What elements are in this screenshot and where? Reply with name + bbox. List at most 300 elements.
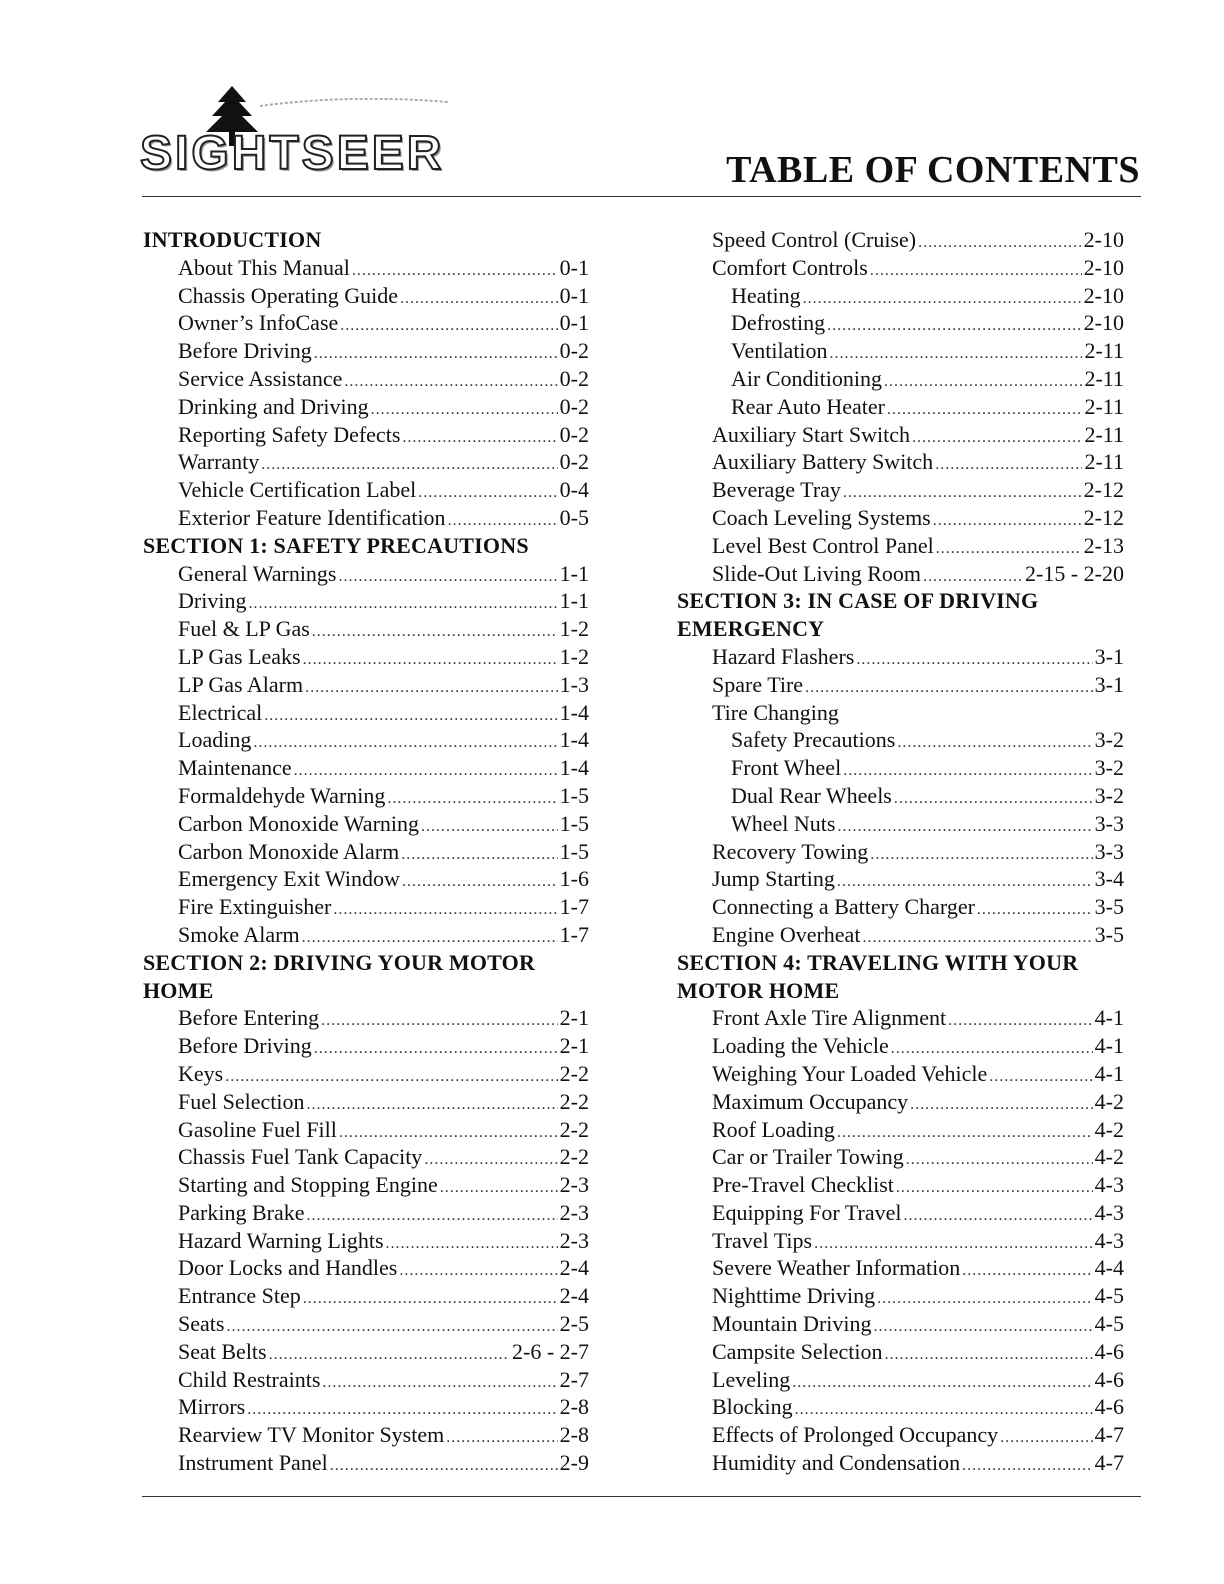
toc-page-number: 2-10: [1083, 310, 1124, 336]
toc-page-number: 1-5: [559, 838, 589, 864]
dot-leader: [1000, 1424, 1093, 1452]
dot-leader: [837, 868, 1093, 896]
toc-entry-label: Gasoline Fuel Fill: [178, 1116, 337, 1142]
toc-page-number: 1-7: [559, 921, 589, 947]
dot-leader: [897, 729, 1092, 757]
dot-leader: [226, 1313, 557, 1341]
toc-entry-label: Level Best Control Panel: [712, 532, 934, 558]
toc-entry-label: Smoke Alarm: [178, 921, 300, 947]
toc-entry-label: Carbon Monoxide Alarm: [178, 838, 400, 864]
toc-page-number: 2-12: [1083, 504, 1124, 530]
toc-entry-label: Formaldehyde Warning: [178, 782, 386, 808]
toc-entry: [677, 254, 1124, 282]
dot-leader: [333, 896, 557, 924]
toc-page-number: 1-5: [559, 782, 589, 808]
dot-leader: [862, 924, 1092, 952]
toc-entry-label: Hazard Flashers: [712, 643, 855, 669]
toc-entry-label: Speed Control (Cruise): [712, 227, 917, 252]
dot-leader: [305, 674, 558, 702]
toc-entry-label: Front Wheel: [731, 755, 842, 781]
dot-leader: [935, 451, 1082, 479]
toc-section-heading: INTRODUCTION: [143, 227, 322, 252]
dot-leader: [344, 368, 557, 396]
toc-page-number: 2-3: [559, 1172, 589, 1198]
toc-entry-label: Drinking and Driving: [178, 393, 369, 419]
toc-page-number: 3-4: [1094, 866, 1124, 892]
toc-entry-label: Tire Changing: [712, 699, 839, 725]
toc-entry-label: Weighing Your Loaded Vehicle: [712, 1060, 988, 1086]
dot-leader: [977, 896, 1093, 924]
toc-entry: [677, 921, 1124, 949]
toc-page-number: 0-1: [559, 310, 589, 336]
toc-page-number: 0-2: [559, 365, 589, 391]
toc-entry: [677, 1088, 1124, 1116]
toc-entry-label: Auxiliary Start Switch: [712, 421, 910, 447]
toc-entry: [677, 1227, 1124, 1255]
toc-page-number: 1-2: [559, 643, 589, 669]
dot-leader: [386, 1230, 558, 1258]
toc-entry-label: Nighttime Driving: [712, 1283, 876, 1309]
dot-leader: [352, 257, 558, 285]
toc-section-heading: SECTION 3: IN CASE OF DRIVING: [677, 588, 1039, 614]
page-title: TABLE OF CONTENTS: [726, 149, 1140, 191]
toc-entry-label: Parking Brake: [178, 1199, 305, 1225]
toc-entry: [143, 893, 589, 921]
toc-entry-label: Recovery Towing: [712, 838, 869, 864]
toc-page-number: 2-4: [559, 1283, 589, 1309]
dot-leader: [306, 1202, 557, 1230]
toc-entry-label: Reporting Safety Defects: [178, 421, 401, 447]
toc-entry-label: Wheel Nuts: [731, 810, 836, 836]
toc-page-number: 2-2: [559, 1088, 589, 1114]
toc-right-column: [677, 226, 1124, 1477]
toc-entry-label: Driving: [178, 588, 247, 614]
toc-entry: [677, 1366, 1124, 1394]
toc-entry-label: Child Restraints: [178, 1366, 321, 1392]
toc-entry: [677, 448, 1124, 476]
toc-entry: [143, 1338, 589, 1366]
dot-leader: [314, 340, 558, 368]
toc-section-heading: HOME: [143, 977, 214, 1003]
dot-leader: [792, 1369, 1092, 1397]
toc-page-number: 2-2: [559, 1144, 589, 1170]
toc-entry-label: Seats: [178, 1311, 225, 1337]
toc-entry: [143, 393, 589, 421]
dot-leader: [401, 841, 557, 869]
toc-page-number: 2-9: [559, 1450, 589, 1476]
dot-leader: [884, 368, 1083, 396]
toc-entry-label: Entrance Step: [178, 1283, 301, 1309]
toc-page-number: 4-3: [1094, 1227, 1124, 1253]
toc-entry: [143, 865, 589, 893]
toc-entry: [143, 1004, 589, 1032]
toc-entry-label: Vehicle Certification Label: [178, 477, 417, 503]
toc-entry-label: Beverage Tray: [712, 477, 841, 503]
toc-entry-label: Carbon Monoxide Warning: [178, 810, 420, 836]
dot-leader: [339, 1119, 558, 1147]
toc-entry: [677, 1254, 1124, 1282]
toc-entry-label: Before Entering: [178, 1005, 320, 1031]
dot-leader: [923, 563, 1023, 591]
toc-page-number: 1-5: [559, 810, 589, 836]
dot-leader: [269, 1341, 510, 1369]
dot-leader: [837, 813, 1092, 841]
toc-entry: [677, 1060, 1124, 1088]
toc-entry: [677, 337, 1124, 365]
toc-entry: [677, 1393, 1124, 1421]
toc-entry: [143, 921, 589, 949]
toc-page-number: 1-2: [559, 616, 589, 642]
toc-page-number: 2-3: [559, 1199, 589, 1225]
dot-leader: [795, 1396, 1093, 1424]
toc-page-number: 2-10: [1083, 227, 1124, 252]
toc-entry-label: Chassis Operating Guide: [178, 282, 398, 308]
toc-entry: [143, 671, 589, 699]
sightseer-logo: [140, 84, 602, 184]
dot-leader: [843, 757, 1092, 785]
dot-leader: [253, 729, 557, 757]
toc-page-number: 0-1: [559, 254, 589, 280]
toc-page-number: 2-8: [559, 1394, 589, 1420]
toc-entry: [143, 448, 589, 476]
toc-page-number: 4-2: [1094, 1088, 1124, 1114]
toc-page-number: 4-2: [1094, 1116, 1124, 1142]
toc-page-number: 2-1: [559, 1005, 589, 1031]
toc-entry: [143, 643, 589, 671]
toc-entry: [677, 226, 1124, 254]
toc-entry: [143, 365, 589, 393]
toc-entry: [143, 1199, 589, 1227]
toc-entry: [143, 782, 589, 810]
dot-leader: [402, 424, 557, 452]
toc-page-number: 2-12: [1083, 477, 1124, 503]
dot-leader: [891, 1035, 1093, 1063]
dot-leader: [400, 285, 558, 313]
toc-subheading: [677, 699, 1124, 727]
dot-leader: [440, 1174, 558, 1202]
toc-page-number: 0-2: [559, 338, 589, 364]
toc-entry: [143, 1282, 589, 1310]
toc-page-number: 2-3: [559, 1227, 589, 1253]
toc-entry: [143, 254, 589, 282]
toc-page-number: 4-5: [1094, 1311, 1124, 1337]
dot-leader: [870, 841, 1092, 869]
toc-entry-label: General Warnings: [178, 560, 337, 586]
toc-entry: [143, 282, 589, 310]
toc-page-number: 3-3: [1094, 810, 1124, 836]
toc-page-number: 2-4: [559, 1255, 589, 1281]
toc-entry: [677, 282, 1124, 310]
toc-page-number: 3-5: [1094, 921, 1124, 947]
toc-entry-label: Keys: [178, 1060, 224, 1086]
toc-entry: [677, 1143, 1124, 1171]
dot-leader: [248, 590, 557, 618]
dot-leader: [339, 563, 558, 591]
toc-page-number: 1-7: [559, 894, 589, 920]
toc-entry: [677, 893, 1124, 921]
dot-leader: [906, 1146, 1093, 1174]
dot-leader: [894, 785, 1093, 813]
toc-page-number: 0-5: [559, 504, 589, 530]
toc-page-number: 1-4: [559, 755, 589, 781]
toc-entry: [677, 532, 1124, 560]
dot-leader: [448, 507, 558, 535]
toc-entry: [143, 1254, 589, 1282]
dot-leader: [371, 396, 558, 424]
dot-leader: [843, 479, 1082, 507]
toc-entry-label: Rear Auto Heater: [731, 393, 885, 419]
toc-entry: [677, 1004, 1124, 1032]
dot-leader: [314, 1035, 558, 1063]
toc-entry: [143, 476, 589, 504]
toc-entry-label: Pre-Travel Checklist: [712, 1172, 894, 1198]
dot-leader: [302, 924, 558, 952]
dot-leader: [874, 1313, 1093, 1341]
toc-entry-label: LP Gas Alarm: [178, 671, 304, 697]
toc-page-number: 3-2: [1094, 755, 1124, 781]
toc-entry-label: Maintenance: [178, 755, 292, 781]
toc-entry-label: Fuel & LP Gas: [178, 616, 310, 642]
toc-page-number: 4-3: [1094, 1172, 1124, 1198]
toc-entry: [143, 838, 589, 866]
toc-page-number: 1-6: [559, 866, 589, 892]
toc-entry: [677, 1199, 1124, 1227]
toc-section-heading: SECTION 4: TRAVELING WITH YOUR: [677, 949, 1079, 975]
toc-entry-label: Air Conditioning: [731, 365, 882, 391]
toc-entry: [677, 1116, 1124, 1144]
dot-leader: [962, 1452, 1093, 1480]
toc-entry-label: Severe Weather Information: [712, 1255, 961, 1281]
toc-page-number: 1-3: [559, 671, 589, 697]
toc-entry-label: Leveling: [712, 1366, 791, 1392]
toc-entry: [143, 754, 589, 782]
toc-entry: [143, 1060, 589, 1088]
dot-leader: [303, 1285, 558, 1313]
toc-entry-label: Effects of Prolonged Occupancy: [712, 1422, 999, 1448]
toc-entry: [143, 1116, 589, 1144]
dot-leader: [936, 535, 1082, 563]
toc-entry: [143, 699, 589, 727]
toc-page-number: 2-7: [559, 1366, 589, 1392]
toc-entry: [143, 587, 589, 615]
toc-entry: [677, 504, 1124, 532]
logo-swoosh: [260, 98, 450, 108]
toc-entry-label: Blocking: [712, 1394, 793, 1420]
dot-leader: [903, 1202, 1092, 1230]
toc-page-number: 2-11: [1084, 365, 1124, 391]
toc-page-number: 2-5: [559, 1311, 589, 1337]
toc-entry: [677, 838, 1124, 866]
toc-page-number: 2-2: [559, 1060, 589, 1086]
toc-entry-label: Owner’s InfoCase: [178, 310, 339, 336]
toc-entry-label: Service Assistance: [178, 365, 343, 391]
toc-entry: [143, 1310, 589, 1338]
toc-page-number: 4-2: [1094, 1144, 1124, 1170]
toc-page-number: 4-7: [1094, 1422, 1124, 1448]
toc-entry-label: Before Driving: [178, 1033, 312, 1059]
toc-entry: [143, 1171, 589, 1199]
toc-page-number: 0-2: [559, 449, 589, 475]
toc-entry-label: Slide-Out Living Room: [712, 560, 921, 586]
dot-leader: [837, 1119, 1093, 1147]
toc-entry-label: Defrosting: [731, 310, 826, 336]
toc-page-number: 3-2: [1094, 727, 1124, 753]
toc-entry-label: Fire Extinguisher: [178, 894, 332, 920]
toc-entry-label: Door Locks and Handles: [178, 1255, 398, 1281]
toc-page-number: 4-6: [1094, 1366, 1124, 1392]
toc-entry: [677, 1449, 1124, 1477]
toc-entry-label: Chassis Fuel Tank Capacity: [178, 1144, 423, 1170]
toc-page-number: 0-4: [559, 477, 589, 503]
toc-page-number: 4-1: [1094, 1060, 1124, 1086]
brand-wordmark: SIGHTSEER: [140, 127, 445, 180]
toc-page-number: 4-6: [1094, 1394, 1124, 1420]
toc-entry-label: Coach Leveling Systems: [712, 504, 931, 530]
dot-leader: [321, 1007, 558, 1035]
toc-entry-label: Loading: [178, 727, 252, 753]
toc-page-number: 0-2: [559, 421, 589, 447]
dot-leader: [948, 1007, 1093, 1035]
toc-entry: [677, 309, 1124, 337]
toc-entry: [677, 1282, 1124, 1310]
toc-entry: [677, 1171, 1124, 1199]
toc-page-number: 2-1: [559, 1033, 589, 1059]
toc-page-number: 4-1: [1094, 1033, 1124, 1059]
toc-entry: [143, 309, 589, 337]
toc-entry-label: Hazard Warning Lights: [178, 1227, 384, 1253]
toc-entry: [143, 1032, 589, 1060]
toc-entry-label: Warranty: [178, 449, 260, 475]
toc-page-number: 3-3: [1094, 838, 1124, 864]
toc-entry-label: Connecting a Battery Charger: [712, 894, 975, 920]
toc-entry: [143, 1421, 589, 1449]
toc-page-number: 2-11: [1084, 449, 1124, 475]
toc-page-number: 4-3: [1094, 1199, 1124, 1225]
dot-leader: [830, 340, 1083, 368]
toc-page-number: 0-2: [559, 393, 589, 419]
dot-leader: [884, 1341, 1092, 1369]
dot-leader: [306, 1091, 557, 1119]
toc-entry: [143, 726, 589, 754]
toc-entry-label: Heating: [731, 282, 801, 308]
dot-leader: [877, 1285, 1093, 1313]
dot-leader: [814, 1230, 1093, 1258]
toc-entry-label: Jump Starting: [712, 866, 835, 892]
toc-section-heading: SECTION 2: DRIVING YOUR MOTOR: [143, 949, 536, 975]
toc-page-number: 1-1: [559, 588, 589, 614]
toc-page-number: 2-11: [1084, 393, 1124, 419]
dot-leader: [896, 1174, 1093, 1202]
toc-section-heading: EMERGENCY: [677, 616, 825, 642]
dot-leader: [261, 451, 557, 479]
toc-page-number: 4-4: [1094, 1255, 1124, 1281]
toc-entry: [143, 1366, 589, 1394]
toc-entry-label: Roof Loading: [712, 1116, 835, 1142]
toc-entry: [677, 421, 1124, 449]
dot-leader: [962, 1257, 1092, 1285]
top-divider: [142, 196, 1141, 197]
toc-entry: [143, 1088, 589, 1116]
toc-entry-label: Mirrors: [178, 1394, 246, 1420]
toc-entry-label: Before Driving: [178, 338, 312, 364]
toc-page-number: 4-6: [1094, 1338, 1124, 1364]
toc-page-number: 2-11: [1084, 338, 1124, 364]
toc-entry: [143, 1393, 589, 1421]
toc-section-heading: SECTION 1: SAFETY PRECAUTIONS: [143, 532, 529, 558]
toc-entry-label: Exterior Feature Identification: [178, 504, 446, 530]
dot-leader: [330, 1452, 558, 1480]
toc-entry: [143, 337, 589, 365]
toc-entry: [677, 754, 1124, 782]
bottom-divider: [142, 1496, 1141, 1497]
dot-leader: [805, 674, 1093, 702]
toc-entry-label: Loading the Vehicle: [712, 1033, 889, 1059]
dot-leader: [402, 868, 558, 896]
dot-leader: [803, 285, 1082, 313]
dot-leader: [294, 757, 558, 785]
toc-page-number: 2-10: [1083, 282, 1124, 308]
toc-entry-label: Mountain Driving: [712, 1311, 872, 1337]
toc-page-number: 2-10: [1083, 254, 1124, 280]
toc-entry: [677, 1421, 1124, 1449]
toc-page-number: 3-2: [1094, 782, 1124, 808]
toc-entry-label: Rearview TV Monitor System: [178, 1422, 445, 1448]
dot-leader: [918, 229, 1082, 257]
toc-entry-label: Comfort Controls: [712, 254, 868, 280]
toc-entry: [143, 1449, 589, 1477]
toc-entry: [677, 1338, 1124, 1366]
dot-leader: [303, 646, 558, 674]
toc-page-number: 3-1: [1094, 671, 1124, 697]
toc-page-number: 2-13: [1083, 532, 1124, 558]
toc-page-number: 4-5: [1094, 1283, 1124, 1309]
toc-entry-label: Maximum Occupancy: [712, 1088, 909, 1114]
toc-entry: [143, 810, 589, 838]
toc-entry: [143, 615, 589, 643]
toc-entry-label: Emergency Exit Window: [178, 866, 400, 892]
dot-leader: [418, 479, 557, 507]
toc-page-number: 3-1: [1094, 643, 1124, 669]
toc-page-number: 1-4: [559, 699, 589, 725]
toc-entry: [143, 421, 589, 449]
toc-page-number: 2-2: [559, 1116, 589, 1142]
toc-left-column: [143, 226, 589, 1477]
dot-leader: [856, 646, 1092, 674]
toc-entry: [143, 1227, 589, 1255]
toc-entry-label: Humidity and Condensation: [712, 1450, 961, 1476]
toc-page-number: 2-11: [1084, 421, 1124, 447]
toc-page-number: 4-1: [1094, 1005, 1124, 1031]
dot-leader: [340, 312, 557, 340]
dot-leader: [421, 813, 558, 841]
toc-entry: [677, 1310, 1124, 1338]
toc-entry: [677, 782, 1124, 810]
dot-leader: [446, 1424, 557, 1452]
toc-entry: [677, 476, 1124, 504]
toc-entry-label: Electrical: [178, 699, 263, 725]
toc-entry: [677, 726, 1124, 754]
dot-leader: [912, 424, 1083, 452]
dot-leader: [910, 1091, 1093, 1119]
toc-page-number: 2-15 - 2-20: [1025, 560, 1124, 586]
toc-entry: [677, 865, 1124, 893]
toc-page-number: 1-1: [559, 560, 589, 586]
toc-entry-label: Travel Tips: [712, 1227, 813, 1253]
toc-entry: [143, 560, 589, 588]
dot-leader: [827, 312, 1082, 340]
toc-entry-label: Equipping For Travel: [712, 1199, 902, 1225]
toc-entry: [677, 560, 1124, 588]
